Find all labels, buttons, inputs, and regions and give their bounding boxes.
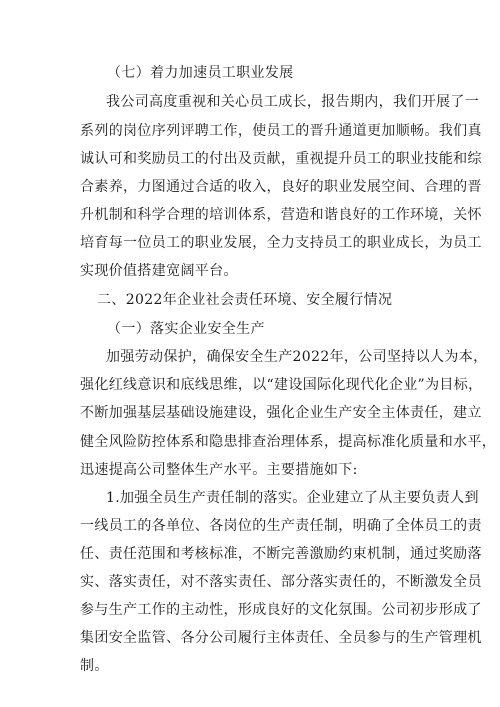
paragraph-line: 参与生产工作的主动性，形成良好的文化氛围。公司初步形成了 [80,602,482,618]
paragraph-line: 实、落实责任，对不落实责任、部分落实责任的，不断激发全员 [80,574,482,590]
section-heading-7: （七）着力加速员工职业发展 [107,65,294,81]
paragraph-line: 升机制和科学合理的培训体系，营造和谐良好的工作环境，关怀 [80,207,482,223]
paragraph-line: 系列的岗位序列评聘工作，使员工的晋升通道更加顺畅。我们真 [80,123,482,139]
paragraph-line: 强化红线意识和底线思维，以“建设国际化现代化企业”为目标， [80,377,483,393]
paragraph-line: 任、责任范围和考核标准，不断完善激励约束机制，通过奖励落 [80,546,482,562]
paragraph-line: 不断加强基层基础设施建设，强化企业生产安全主体责任，建立 [80,405,482,421]
paragraph-line: 合素养，力图通过合适的收入，良好的职业发展空间、合理的晋 [80,179,482,195]
paragraph-line: 一线员工的各单位、各岗位的生产责任制，明确了全体员工的责 [80,518,482,534]
paragraph-line: 制。 [80,658,109,674]
paragraph-line: 培育每一位员工的职业发展，全力支持员工的职业成长，为员工 [80,235,482,251]
paragraph-line: 集团安全监管、各分公司履行主体责任、全员参与的生产管理机 [80,630,482,646]
paragraph-line: 迅速提高公司整体生产水平。主要措施如下: [80,462,358,478]
paragraph-line: 我公司高度重视和关心员工成长，报告期内，我们开展了一 [106,94,480,110]
paragraph-line: 实现价值搭建宽阔平台。 [80,263,238,279]
paragraph-line: 加强劳动保护，确保安全生产2022年，公司坚持以人为本， [106,349,488,365]
subsection-heading-1: （一）落实企业安全生产 [107,321,265,337]
paragraph-line: 诚认可和奖励员工的付出及贡献，重视提升员工的职业技能和综 [80,151,482,167]
section-heading-2: 二、2022年企业社会责任环境、安全履行情况 [97,292,393,308]
paragraph-line: 1.加强全员生产责任制的落实。企业建立了从主要负责人到 [106,490,479,506]
paragraph-line: 健全风险防控体系和隐患排查治理体系，提高标准化质量和水平， [80,434,497,450]
